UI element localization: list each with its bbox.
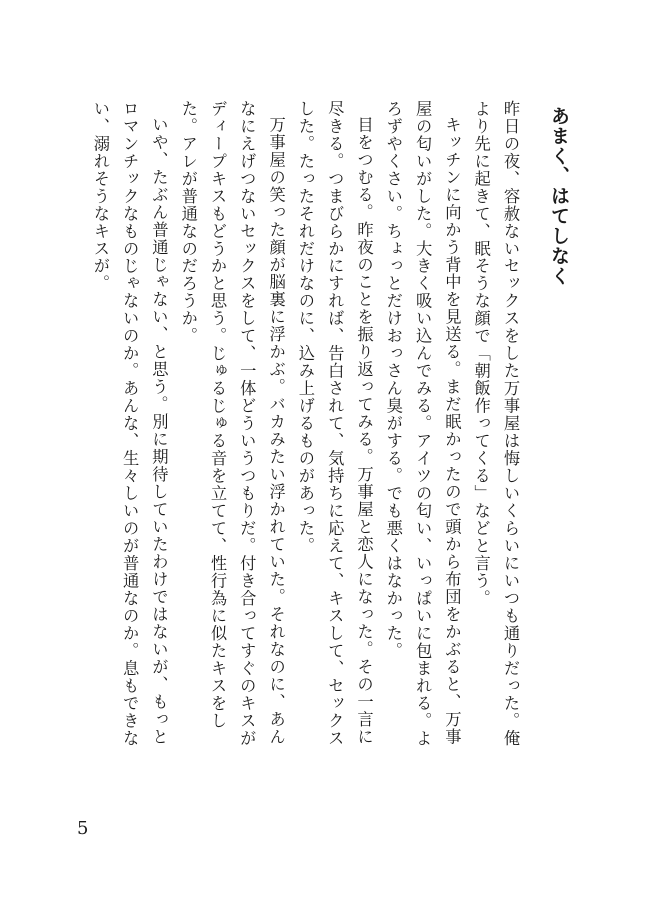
paragraph-5: いや、たぶん普通じゃない、と思う。別に期待していたわけではないが、もっとロマンチックなものじゃないのか。あんな、生々しいのが普通なのか。息もできない、溺れそうなキスが。 bbox=[90, 100, 169, 748]
paragraph-3: 目をつむる。昨夜のことを振り返ってみる。万事屋と恋人になった。その一言に尽きる。つまびらかにすれば、告白されて、気持ちに応えて、キスして、セックスした。たったそれだけなのに、込み上げるものがあった。 bbox=[295, 100, 374, 748]
page-number: 5 bbox=[77, 818, 89, 839]
paragraph-4: 万事屋の笑った顔が脳裏に浮かぶ。バカみたい浮かれていた。それなのに、あんなにえげつないセックスをして、一体どういうつもりだ。付き合ってすぐのキスがディープキスもどうかと思う。じゅるじゅる音を立てて、性行為に似たキスをした。アレが普通なのだろうか。 bbox=[178, 100, 286, 748]
body-text bbox=[85, 100, 525, 760]
paragraph-1: 昨日の夜、容赦ないセックスをした万事屋は悔しいくらいにいつも通りだった。俺より先に起きて、眠そうな顔で「朝飯作ってくる」などと言う。 bbox=[471, 100, 520, 748]
chapter-title: あまく、はてしなく bbox=[548, 106, 570, 286]
paragraph-2: キッチンに向かう背中を見送る。まだ眠かったので頭から布団をかぶると、万事屋の匂いがした。大きく吸い込んでみる。アイツの匂い、いっぱいに包まれる。よろずやくさい。ちょっとだけおっさん臭がする。でも悪くはなかった。 bbox=[383, 100, 462, 748]
